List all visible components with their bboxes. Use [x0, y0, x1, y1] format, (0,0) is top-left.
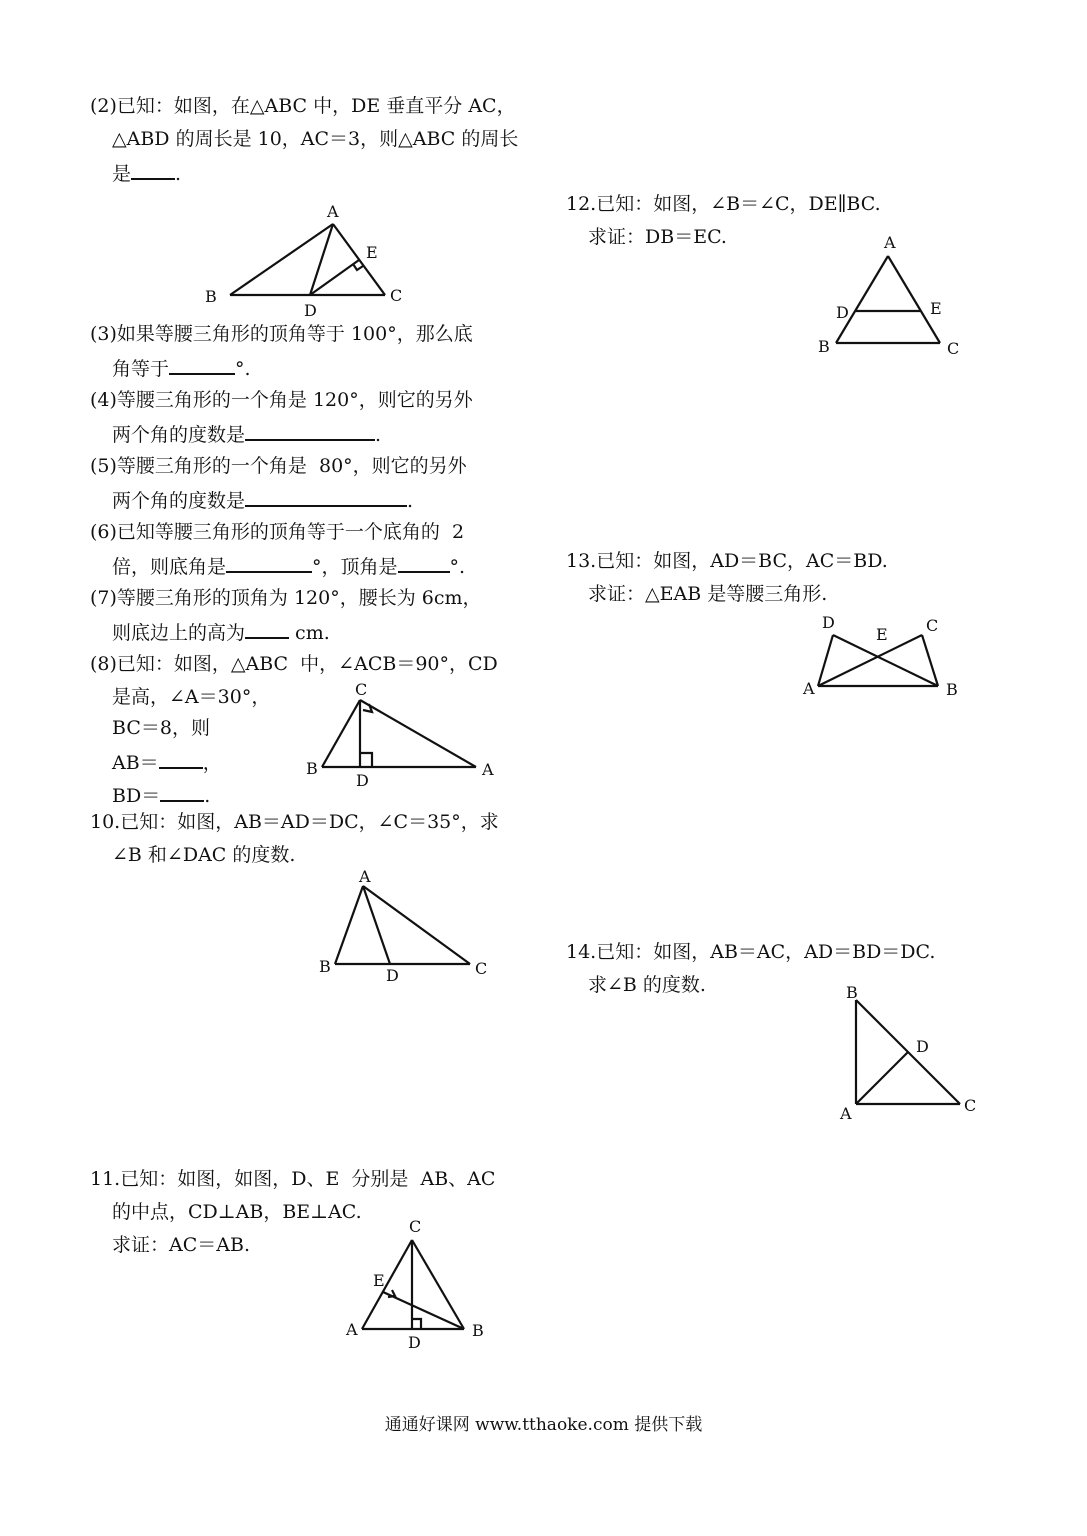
- answer-blank: [245, 487, 407, 507]
- figure-q8-right-triangle: [300, 678, 510, 793]
- q2-line2: △ABD 的周长是 10，AC＝3，则△ABC 的周长: [112, 128, 519, 150]
- q7-line2: [112, 619, 330, 645]
- answer-blank: [245, 619, 289, 639]
- vertex-b-label: B: [472, 1321, 484, 1340]
- vertex-b-label: B: [319, 957, 331, 976]
- q7-unit: cm.: [289, 622, 330, 644]
- vertex-d-label: D: [408, 1333, 421, 1352]
- q8-ab: AB＝: [112, 752, 159, 774]
- q5-text: 两个角的度数是: [112, 490, 246, 512]
- vertex-e-label: E: [373, 1271, 385, 1290]
- vertex-c-label: C: [947, 339, 960, 358]
- q2-line1: (2)已知：如图，在△ABC 中，DE 垂直平分 AC，: [90, 95, 516, 117]
- vertex-d-label: D: [386, 966, 399, 985]
- vertex-e-label: E: [876, 625, 888, 644]
- q11-line1: 11.已知：如图，如图，D、E 分别是 AB、AC: [90, 1168, 496, 1190]
- q8-line4: [112, 749, 222, 775]
- q11-line3: 求证：AC＝AB.: [112, 1234, 250, 1256]
- q8-line2: 是高，∠A＝30°，: [112, 686, 271, 708]
- figure-q12-triangle: [810, 228, 980, 363]
- q7-text: 则底边上的高为: [112, 622, 246, 644]
- q6-text: 倍，则底角是: [112, 556, 227, 578]
- q3-line1: (3)如果等腰三角形的顶角等于 100°，那么底: [90, 323, 473, 345]
- q6-text2: °，顶角是: [312, 556, 398, 578]
- vertex-a-label: A: [803, 679, 815, 698]
- vertex-c-label: C: [390, 286, 403, 305]
- vertex-e-label: E: [366, 243, 378, 262]
- vertex-c-label: C: [964, 1096, 977, 1115]
- vertex-c-label: C: [355, 680, 368, 699]
- answer-blank: [131, 160, 175, 180]
- answer-blank: [226, 553, 312, 573]
- q12-line1: 12.已知：如图，∠B＝∠C，DE∥BC.: [566, 193, 881, 215]
- q6-unit: °.: [449, 556, 466, 578]
- vertex-b-label: B: [205, 287, 217, 306]
- answer-blank: [160, 782, 204, 802]
- q7-line1: (7)等腰三角形的顶角为 120°，腰长为 6cm，: [90, 587, 482, 609]
- vertex-c-label: C: [475, 959, 488, 978]
- figure-q11-triangle: [340, 1212, 500, 1352]
- q5-period: .: [407, 490, 414, 512]
- answer-blank: [159, 749, 203, 769]
- q6-line2: [112, 553, 465, 579]
- q2-line3: [112, 160, 181, 186]
- vertex-a-label: A: [884, 233, 896, 252]
- q13-line2: 求证：△EAB 是等腰三角形.: [588, 583, 828, 605]
- answer-blank: [169, 355, 235, 375]
- q4-period: .: [375, 424, 382, 446]
- vertex-c-label: C: [409, 1217, 422, 1236]
- q5-line1: (5)等腰三角形的一个角是 80°，则它的另外: [90, 455, 467, 477]
- answer-blank: [398, 553, 450, 573]
- q10-line1: 10.已知：如图，AB＝AD＝DC，∠C＝35°，求: [90, 811, 499, 833]
- q11-line2: 的中点，CD⊥AB，BE⊥AC.: [112, 1201, 362, 1223]
- q12-line2: 求证：DB＝EC.: [588, 226, 727, 248]
- q13-line1: 13.已知：如图，AD＝BC，AC＝BD.: [566, 550, 888, 572]
- vertex-d-label: D: [356, 771, 369, 790]
- q14-line2: 求∠B 的度数.: [588, 974, 706, 996]
- q8-bd: BD＝: [112, 785, 161, 807]
- vertex-d-label: D: [916, 1037, 929, 1056]
- q8-line5: [112, 782, 210, 808]
- vertex-b-label: B: [818, 337, 830, 356]
- q5-line2: [112, 487, 413, 513]
- figure-q2-triangle: [200, 200, 410, 320]
- q4-text: 两个角的度数是: [112, 424, 246, 446]
- q8-period: .: [204, 785, 211, 807]
- q8-comma: ，: [202, 752, 222, 774]
- vertex-a-label: A: [359, 867, 371, 886]
- figure-q13-bowtie: [800, 612, 970, 702]
- figure-q14-right-triangle: [830, 980, 990, 1125]
- q8-line3: BC＝8，则: [112, 717, 210, 739]
- q6-line1: (6)已知等腰三角形的顶角等于一个底角的 2: [90, 521, 465, 543]
- vertex-e-label: E: [930, 299, 942, 318]
- q8-line1: (8)已知：如图，△ABC 中，∠ACB＝90°，CD: [90, 653, 498, 675]
- figure-q10-triangle: [315, 868, 495, 988]
- q3-line2: [112, 355, 251, 381]
- vertex-b-label: B: [306, 759, 318, 778]
- q14-line1: 14.已知：如图，AB＝AC，AD＝BD＝DC.: [566, 941, 936, 963]
- answer-blank: [245, 421, 375, 441]
- vertex-a-label: A: [346, 1320, 358, 1339]
- vertex-a-label: A: [327, 202, 339, 221]
- q4-line1: (4)等腰三角形的一个角是 120°，则它的另外: [90, 389, 473, 411]
- vertex-d-label: D: [836, 303, 849, 322]
- q3-unit: °.: [235, 358, 251, 380]
- q10-line2: ∠B 和∠DAC 的度数.: [112, 844, 296, 866]
- vertex-d-label: D: [304, 301, 317, 320]
- vertex-b-label: B: [846, 983, 858, 1002]
- vertex-a-label: A: [482, 760, 494, 779]
- q2-period: .: [175, 163, 182, 185]
- vertex-d-label: D: [822, 613, 835, 632]
- q4-line2: [112, 421, 381, 447]
- page-footer: 通通好课网 www.tthaoke.com 提供下载: [384, 1415, 703, 1435]
- q2-text: 是: [112, 163, 132, 185]
- vertex-a-label: A: [840, 1104, 852, 1123]
- vertex-b-label: B: [946, 680, 958, 699]
- vertex-c-label: C: [926, 616, 939, 635]
- q3-text: 角等于: [112, 358, 170, 380]
